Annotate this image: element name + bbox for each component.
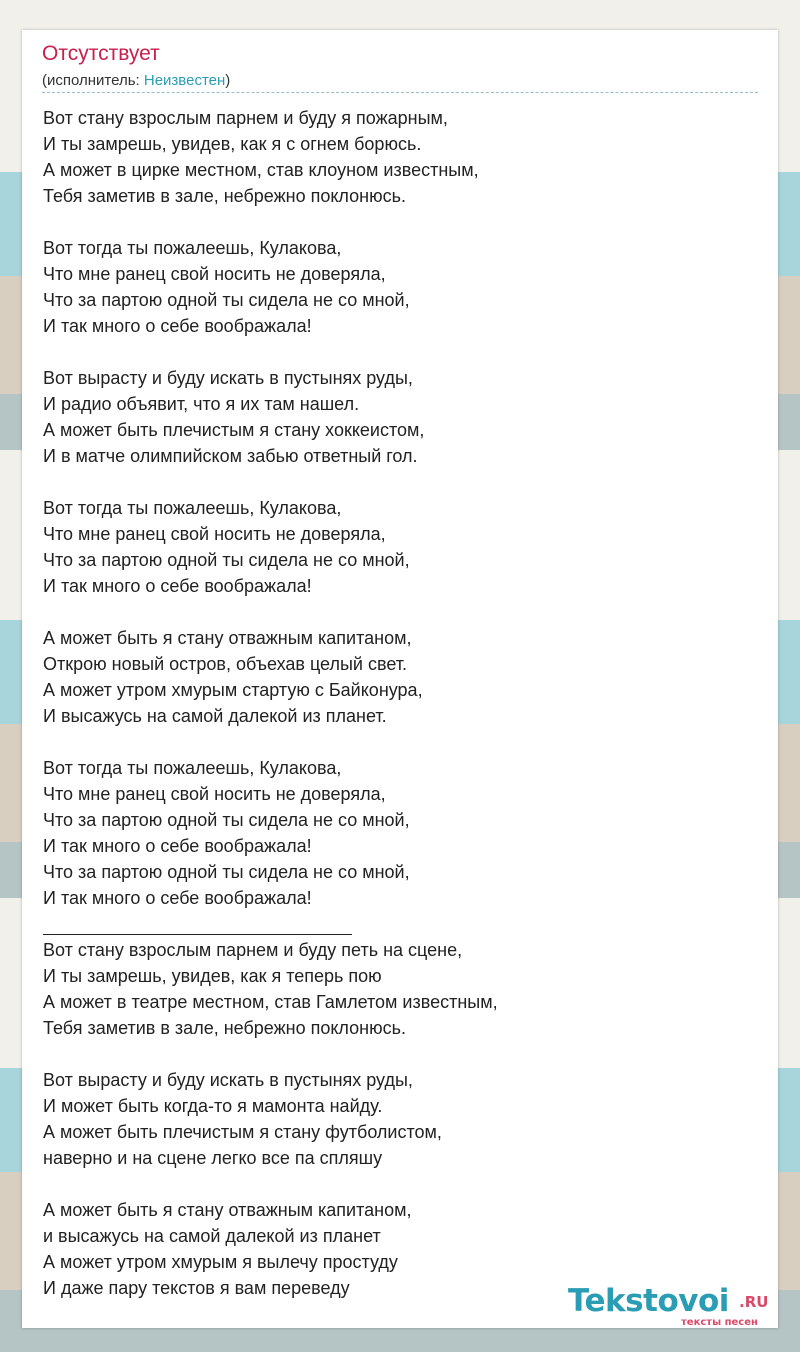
lyric-line: И так много о себе воображала!	[43, 888, 312, 908]
song-title: Отсутствует	[42, 42, 160, 65]
artist-link[interactable]: Неизвестен	[143, 72, 226, 89]
stanza-break	[43, 599, 498, 625]
lyric-line: А может быть плечистым я стану футболистом,	[43, 1122, 442, 1142]
lyric-line: И так много о себе воображала!	[43, 836, 312, 856]
lyric-line: И может быть когда-то я мамонта найду.	[43, 1096, 383, 1116]
stanza-break	[43, 1041, 498, 1067]
lyric-line: Что мне ранец свой носить не доверяла,	[43, 264, 386, 284]
lyric-line: и высажусь на самой далекой из планет	[43, 1226, 381, 1246]
stanza-break	[43, 1171, 498, 1197]
lyric-line: И ты замрешь, увидев, как я с огнем борюсь.	[43, 134, 422, 154]
lyric-line: Тебя заметив в зале, небрежно поклонюсь.	[43, 1018, 406, 1038]
lyric-line: Что за партою одной ты сидела не со мной,	[43, 862, 410, 882]
lyric-line: А может быть я стану отважным капитаном,	[43, 1200, 412, 1220]
stanza-break	[43, 729, 498, 755]
lyrics-text	[43, 105, 498, 1301]
stanza-break	[43, 339, 498, 365]
stanza-break	[43, 209, 498, 235]
lyric-line: Тебя заметив в зале, небрежно поклонюсь.	[43, 186, 406, 206]
lyric-line: Вот тогда ты пожалеешь, Кулакова,	[43, 758, 342, 778]
lyric-line: И так много о себе воображала!	[43, 576, 312, 596]
lyrics-card	[22, 30, 778, 1328]
lyric-line: И ты замрешь, увидев, как я теперь пою	[43, 966, 382, 986]
lyric-line: Вот вырасту и буду искать в пустынях руды,	[43, 368, 413, 388]
site-logo[interactable]	[568, 1283, 778, 1328]
lyric-line: Вот тогда ты пожалеешь, Кулакова,	[43, 238, 342, 258]
artist-suffix: )	[225, 72, 231, 89]
lyric-line: А может утром хмурым стартую с Байконура,	[43, 680, 423, 700]
lyric-line: А может быть плечистым я стану хоккеистом,	[43, 420, 425, 440]
lyric-line: И даже пару текстов я вам переведу	[43, 1278, 350, 1298]
section-separator	[43, 911, 498, 937]
lyric-line: А может утром хмурым я вылечу простуду	[43, 1252, 398, 1272]
logo-brand: Tekstovoi	[568, 1283, 729, 1319]
artist-line	[42, 72, 230, 89]
title-divider	[42, 92, 758, 93]
lyric-line: А может в цирке местном, став клоуном известным,	[43, 160, 479, 180]
lyric-line: Вот тогда ты пожалеешь, Кулакова,	[43, 498, 342, 518]
artist-prefix: (исполнитель:	[42, 72, 144, 89]
lyric-line: Что мне ранец свой носить не доверяла,	[43, 784, 386, 804]
lyric-line: Вот стану взрослым парнем и буду я пожарным,	[43, 108, 448, 128]
lyric-line: Что мне ранец свой носить не доверяла,	[43, 524, 386, 544]
lyric-line: Что за партою одной ты сидела не со мной,	[43, 810, 410, 830]
lyric-line: И радио объявит, что я их там нашел.	[43, 394, 360, 414]
lyric-line: Вот вырасту и буду искать в пустынях руды,	[43, 1070, 413, 1090]
lyric-line: А может в театре местном, став Гамлетом известным,	[43, 992, 498, 1012]
stanza-break	[43, 469, 498, 495]
logo-tld: .RU	[739, 1293, 769, 1311]
lyric-line: Вот стану взрослым парнем и буду петь на сцене,	[43, 940, 463, 960]
lyric-line: И так много о себе воображала!	[43, 316, 312, 336]
lyric-line: А может быть я стану отважным капитаном,	[43, 628, 412, 648]
lyric-line: Что за партою одной ты сидела не со мной,	[43, 290, 410, 310]
lyric-line: наверно и на сцене легко все па спляшу	[43, 1148, 383, 1168]
lyric-line: И в матче олимпийском забью ответный гол.	[43, 446, 418, 466]
lyric-line: И высажусь на самой далекой из планет.	[43, 706, 387, 726]
lyric-line: Открою новый остров, объехав целый свет.	[43, 654, 407, 674]
logo-tagline: тексты песен	[681, 1317, 758, 1328]
lyric-line: Что за партою одной ты сидела не со мной,	[43, 550, 410, 570]
